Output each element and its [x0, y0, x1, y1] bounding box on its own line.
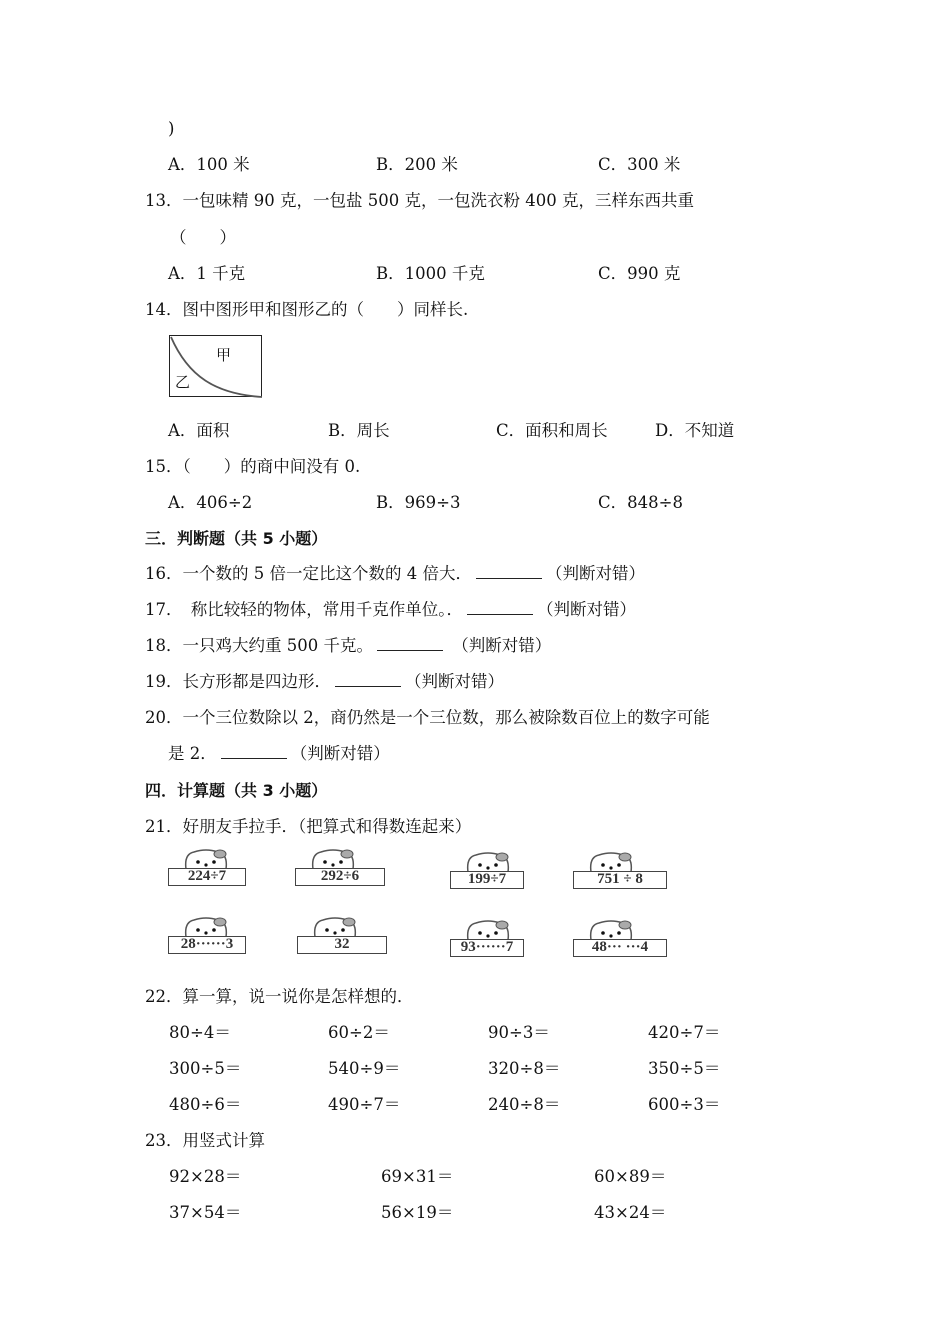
q13-option-c: C．990 克 [598, 264, 681, 283]
q22-r1-c3: 90÷3＝ [488, 1023, 550, 1042]
q21-stem: 21．好朋友手拉手．（把算式和得数连起来） [145, 817, 472, 836]
q20-continuation [168, 743, 390, 765]
q21-bottom-card-3[interactable] [450, 919, 530, 959]
q12-option-a: A．100 米 [168, 155, 250, 174]
q21-top-card-3[interactable] [450, 851, 530, 891]
q12-closing-paren: ) [168, 119, 175, 138]
q18-stem: 18．一只鸡大约重 500 千克。 [145, 636, 373, 655]
q22-r3-c3: 240÷8＝ [488, 1095, 561, 1114]
kitty-head-icon [182, 916, 230, 938]
q23-r2-c2: 56×19＝ [381, 1203, 454, 1222]
q21-bottom-card-1-text: 28······3 [168, 936, 246, 954]
q19-suffix: （判断对错） [405, 672, 504, 691]
q18 [145, 635, 551, 657]
q20-suffix: （判断对错） [290, 744, 390, 763]
kitty-head-icon [309, 848, 357, 870]
q14-stem: 14．图中图形甲和图形乙的（ ）同样长. [145, 300, 469, 319]
kitty-head-icon [464, 919, 512, 941]
q22-r3-c2: 490÷7＝ [328, 1095, 401, 1114]
q21-top-card-2-text: 292÷6 [295, 868, 385, 886]
q22-stem: 22．算一算，说一说你是怎样想的． [145, 987, 414, 1006]
kitty-head-icon [587, 851, 635, 873]
q15-option-c: C．848÷8 [598, 493, 683, 512]
q21-top-card-2[interactable] [295, 848, 375, 888]
q13-stem: 13．一包味精 90 克，一包盐 500 克，一包洗衣粉 400 克，三样东西共重 [145, 191, 694, 210]
q19-answer-blank[interactable] [335, 671, 401, 687]
q21-top-card-1[interactable] [168, 848, 248, 888]
q22-r2-c1: 300÷5＝ [169, 1059, 242, 1078]
figure-label-yi: 乙 [175, 373, 191, 391]
q17-answer-blank[interactable] [467, 599, 533, 615]
q21-top-card-4[interactable] [573, 851, 653, 891]
q21-top-card-3-text: 199÷7 [450, 871, 524, 889]
q21-bottom-card-2[interactable] [297, 916, 377, 956]
q16-suffix: （判断对错） [545, 564, 645, 583]
q22-r3-c4: 600÷3＝ [648, 1095, 721, 1114]
kitty-head-icon [464, 851, 512, 873]
q21-top-card-1-text: 224÷7 [168, 868, 246, 886]
q17-stem: 17． 称比较轻的物体，常用千克作单位。． [145, 600, 463, 619]
q15-option-b: B．969÷3 [376, 493, 461, 512]
q23-r1-c2: 69×31＝ [381, 1167, 454, 1186]
q22-r1-c2: 60÷2＝ [328, 1023, 390, 1042]
q20-stem: 20．一个三位数除以 2，商仍然是一个三位数，那么被除数百位上的数字可能 [145, 708, 710, 727]
q14-option-c: C．面积和周长 [496, 421, 608, 440]
q14-option-d: D．不知道 [655, 421, 735, 440]
q21-top-card-4-text: 751 ÷ 8 [573, 871, 667, 889]
q21-bottom-card-3-text: 93······7 [450, 939, 524, 957]
q13-answer-paren: （ ） [170, 228, 236, 247]
q13-option-b: B．1000 千克 [376, 264, 485, 283]
kitty-head-icon [587, 919, 635, 941]
q17 [145, 599, 636, 621]
q23-r1-c3: 60×89＝ [594, 1167, 667, 1186]
q19 [145, 671, 504, 693]
q22-r2-c2: 540÷9＝ [328, 1059, 401, 1078]
q16-stem: 16．一个数的 5 倍一定比这个数的 4 倍大． [145, 564, 472, 583]
q21-bottom-card-4[interactable] [573, 919, 653, 959]
q20-cont: 是 2． [168, 744, 217, 763]
section-4-title: 四．计算题（共 3 小题） [145, 781, 328, 800]
q14-option-a: A．面积 [168, 421, 230, 440]
q16 [145, 563, 645, 585]
kitty-head-icon [311, 916, 359, 938]
kitty-head-icon [182, 848, 230, 870]
q22-r2-c4: 350÷5＝ [648, 1059, 721, 1078]
q19-stem: 19．长方形都是四边形． [145, 672, 331, 691]
q22-r2-c3: 320÷8＝ [488, 1059, 561, 1078]
q14-option-b: B．周长 [328, 421, 390, 440]
q18-answer-blank[interactable] [377, 635, 443, 651]
q15-stem: 15．（ ）的商中间没有 0. [145, 457, 361, 476]
q14-figure-rectangle [169, 335, 262, 397]
q22-r1-c4: 420÷7＝ [648, 1023, 721, 1042]
q20-answer-blank[interactable] [221, 743, 287, 759]
q23-stem: 23．用竖式计算 [145, 1131, 265, 1150]
q12-option-c: C．300 米 [598, 155, 681, 174]
q21-bottom-card-4-text: 48··· ···4 [573, 939, 667, 957]
q23-r1-c1: 92×28＝ [169, 1167, 242, 1186]
q23-r2-c1: 37×54＝ [169, 1203, 242, 1222]
section-3-title: 三．判断题（共 5 小题） [145, 529, 328, 548]
figure-label-jia: 甲 [216, 346, 232, 364]
q15-option-a: A．406÷2 [168, 493, 253, 512]
q22-r3-c1: 480÷6＝ [169, 1095, 242, 1114]
q22-r1-c1: 80÷4＝ [169, 1023, 231, 1042]
q18-suffix: （判断对错） [446, 636, 552, 655]
q21-bottom-card-2-text: 32 [297, 936, 387, 954]
q13-option-a: A．1 千克 [168, 264, 246, 283]
q17-suffix: （判断对错） [537, 600, 636, 619]
q21-bottom-card-1[interactable] [168, 916, 248, 956]
q12-option-b: B．200 米 [376, 155, 458, 174]
q23-r2-c3: 43×24＝ [594, 1203, 667, 1222]
q16-answer-blank[interactable] [476, 563, 542, 579]
